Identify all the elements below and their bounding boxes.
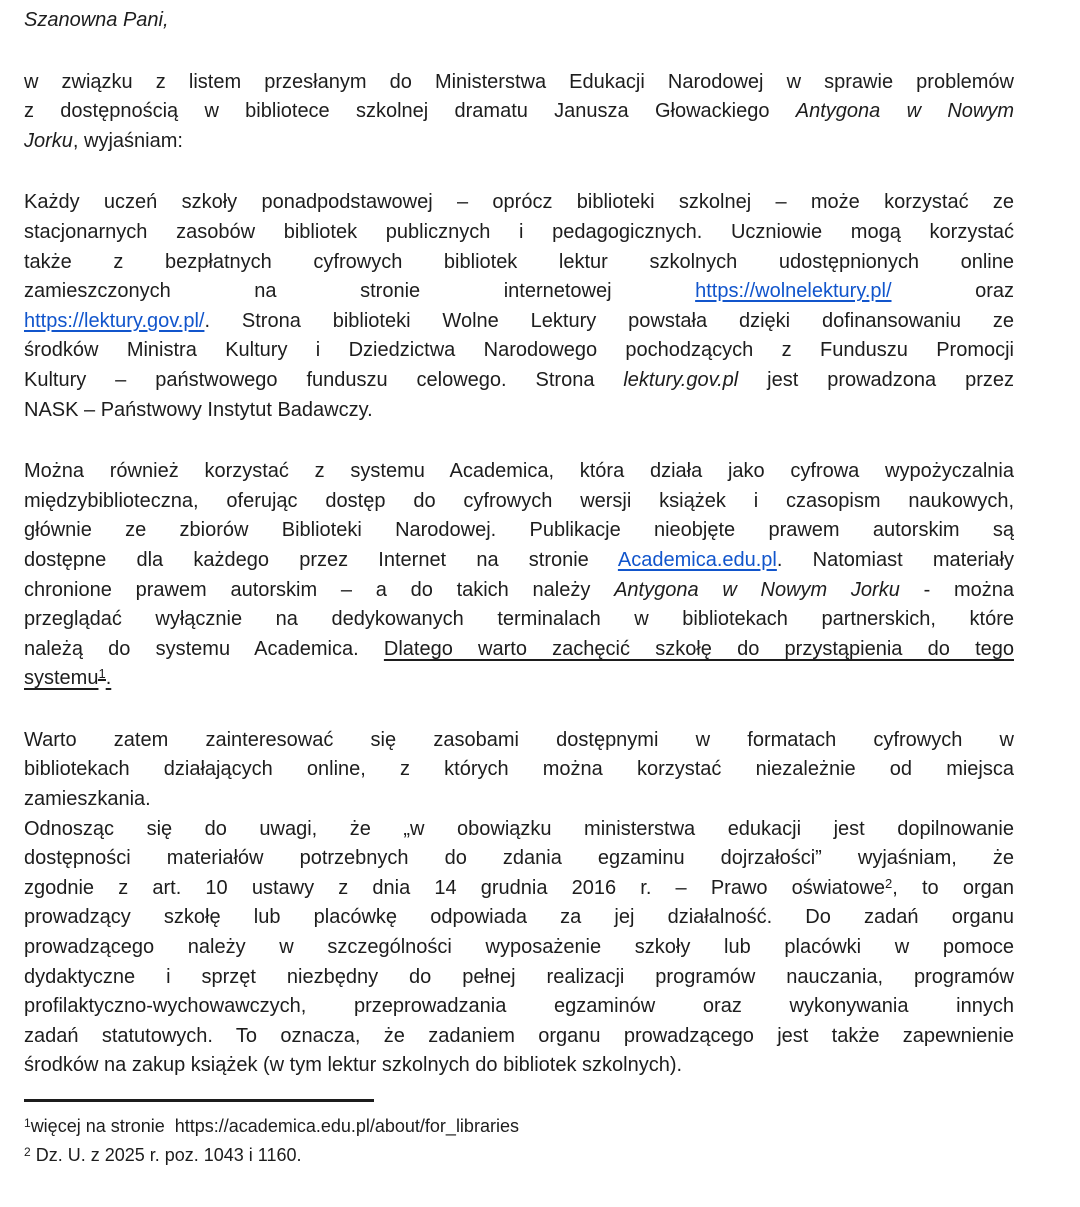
text-run: profilaktyczno-wychowawczych, przeprowadzania egzaminów oraz wykonywania innych bbox=[24, 995, 1014, 1018]
text-run: zadań statutowych. To oznacza, że zadaniem organu prowadzącego jest także zapewnienie bbox=[24, 1024, 1014, 1047]
ministry-response-paragraph bbox=[24, 815, 1014, 1081]
text-run: Odnosząc się do uwagi, że „w obowiązku ministerstwa edukacji jest dopilnowanie bbox=[24, 817, 1014, 840]
paragraph-spacer bbox=[24, 156, 1014, 188]
text-run: głównie ze zbiorów Biblioteki Narodowej. Publikacje nieobjęte prawem autorskim są bbox=[24, 519, 1014, 542]
text-line bbox=[24, 755, 1014, 785]
italic-text-run: Antygona w Nowym Jorku bbox=[614, 578, 900, 601]
text-line: zgodnie z art. 10 ustawy z dnia 14 grudnia 2016 r. – Prawo oświatowe2, to organ bbox=[24, 875, 1014, 899]
text-run: środków na zakup książek (w tym lektur szkolnych do bibliotek szkolnych). bbox=[24, 1054, 683, 1077]
text-run: . Natomiast materiały bbox=[776, 548, 1014, 571]
text-line bbox=[24, 457, 1014, 487]
underlined-emphasis: systemu bbox=[24, 667, 99, 690]
text-run: więcej na stronie https://academica.edu.pl/about/for_libraries bbox=[30, 1116, 519, 1136]
text-line bbox=[24, 336, 1014, 366]
text-line bbox=[24, 844, 1014, 874]
text-line bbox=[24, 1051, 1014, 1081]
text-line bbox=[24, 277, 1014, 307]
text-run: prowadzący szkołę lub placówkę odpowiada za jej działalność. Do zadań organu bbox=[24, 906, 1014, 929]
online-libraries-paragraph bbox=[24, 188, 1014, 425]
hyperlink[interactable]: https://lektury.gov.pl/ bbox=[24, 309, 205, 332]
underlined-emphasis: . bbox=[105, 667, 112, 690]
text-run: stacjonarnych zasobów bibliotek publicznych i pedagogicznych. Uczniowie mogą korzystać bbox=[24, 220, 1014, 243]
text-run: także z bezpłatnych cyfrowych bibliotek lektur szkolnych udostępnionych online bbox=[24, 250, 1014, 273]
text-line bbox=[24, 1022, 1014, 1052]
text-line bbox=[24, 6, 1014, 36]
text-run: dostępne dla każdego przez Internet na stronie bbox=[24, 548, 618, 571]
text-line bbox=[24, 635, 1014, 665]
text-line bbox=[24, 307, 1014, 337]
text-run: prowadzącego należy w szczególności wyposażenie szkoły lub placówki w pomoce bbox=[24, 936, 1014, 959]
text-run: przeglądać wyłącznie na dedykowanych terminalach w bibliotekach partnerskich, które bbox=[24, 608, 1014, 631]
footnote-line: 1więcej na stronie https://academica.edu.pl/about/for_libraries bbox=[24, 1116, 519, 1136]
text-run: NASK – Państwowy Instytut Badawczy. bbox=[24, 398, 373, 421]
text-run: . Strona biblioteki Wolne Lektury powstała dzięki dofinansowaniu ze bbox=[204, 309, 1014, 332]
footnotes bbox=[24, 1112, 1014, 1170]
text-run: , to organ bbox=[892, 876, 1014, 899]
italic-text-run: Antygona w Nowym bbox=[795, 100, 1014, 123]
italic-text-run: Szanowna Pani, bbox=[24, 9, 169, 31]
paragraph-spacer bbox=[24, 694, 1014, 726]
intro-paragraph bbox=[24, 68, 1014, 157]
text-run: dostępności materiałów potrzebnych do zdania egzaminu dojrzałości” wyjaśniam, że bbox=[24, 847, 1014, 870]
hyperlink[interactable]: https://wolnelektury.pl/ bbox=[695, 280, 892, 303]
academica-paragraph bbox=[24, 457, 1014, 694]
text-run: zgodnie z art. 10 ustawy z dnia 14 grudnia 2016 r. – Prawo oświatowe bbox=[24, 876, 886, 899]
text-line bbox=[24, 726, 1014, 756]
text-run: w związku z listem przesłanym do Ministerstwa Edukacji Narodowej w sprawie problemów bbox=[24, 70, 1014, 93]
text-line bbox=[24, 992, 1014, 1022]
letter-body bbox=[24, 6, 1014, 1081]
text-run: oraz bbox=[891, 280, 1014, 303]
text-line bbox=[24, 218, 1014, 248]
text-run: bibliotekach działających online, z których można korzystać niezależnie od miejsca bbox=[24, 758, 1014, 781]
text-run: jest prowadzona przez bbox=[738, 368, 1014, 391]
text-line bbox=[24, 396, 1014, 426]
text-line bbox=[24, 127, 1014, 157]
text-line bbox=[24, 188, 1014, 218]
text-run: Kultury – państwowego funduszu celowego. Strona bbox=[24, 368, 624, 391]
text-line bbox=[24, 815, 1014, 845]
text-run: dydaktyczne i sprzęt niezbędny do pełnej realizacji programów nauczania, programów bbox=[24, 965, 1014, 988]
text-line bbox=[24, 605, 1014, 635]
footnote-line: 2 Dz. U. z 2025 r. poz. 1043 i 1160. bbox=[24, 1145, 302, 1165]
text-line bbox=[24, 933, 1014, 963]
hyperlink[interactable]: Academica.edu.pl bbox=[617, 548, 777, 571]
text-line bbox=[24, 97, 1014, 127]
italic-text-run: Jorku bbox=[24, 129, 73, 152]
text-line bbox=[24, 903, 1014, 933]
letter-document bbox=[24, 0, 1014, 1170]
text-run: chronione prawem autorskim – a do takich należy bbox=[24, 578, 615, 601]
text-run: z dostępnością w bibliotece szkolnej dramatu Janusza Głowackiego bbox=[24, 100, 796, 123]
text-line bbox=[24, 546, 1014, 576]
footnote-separator bbox=[24, 1099, 374, 1102]
text-run: , wyjaśniam: bbox=[72, 129, 183, 152]
italic-text-run: lektury.gov.pl bbox=[623, 368, 739, 391]
text-line: systemu1. bbox=[24, 666, 112, 690]
text-line bbox=[24, 785, 1014, 815]
underlined-emphasis: Dlatego warto zachęcić szkołę do przystąpienia do tego bbox=[383, 637, 1014, 660]
text-line bbox=[24, 963, 1014, 993]
salutation bbox=[24, 6, 1014, 36]
text-line bbox=[24, 366, 1014, 396]
text-line bbox=[24, 248, 1014, 278]
text-run: międzybiblioteczna, oferując dostęp do cyfrowych wersji książek i czasopism naukowych, bbox=[24, 489, 1014, 512]
text-run: zamieszczonych na stronie internetowej bbox=[24, 280, 696, 303]
text-run: Każdy uczeń szkoły ponadpodstawowej – oprócz biblioteki szkolnej – może korzystać ze bbox=[24, 191, 1014, 214]
digital-resources-paragraph bbox=[24, 726, 1014, 815]
text-line bbox=[24, 487, 1014, 517]
text-run: zamieszkania. bbox=[24, 788, 151, 811]
text-run: Dz. U. z 2025 r. poz. 1043 i 1160. bbox=[30, 1145, 302, 1165]
text-run: należą do systemu Academica. bbox=[24, 637, 384, 660]
paragraph-spacer bbox=[24, 425, 1014, 457]
text-run: środków Ministra Kultury i Dziedzictwa Narodowego pochodzących z Funduszu Promocji bbox=[24, 339, 1014, 362]
text-run: - można bbox=[899, 578, 1015, 601]
text-run: Można również korzystać z systemu Academica, która działa jako cyfrowa wypożyczalnia bbox=[24, 460, 1014, 483]
paragraph-spacer bbox=[24, 36, 1014, 68]
text-line bbox=[24, 68, 1014, 98]
text-run: Warto zatem zainteresować się zasobami dostępnymi w formatach cyfrowych w bbox=[24, 728, 1014, 751]
text-line bbox=[24, 576, 1014, 606]
text-line bbox=[24, 516, 1014, 546]
